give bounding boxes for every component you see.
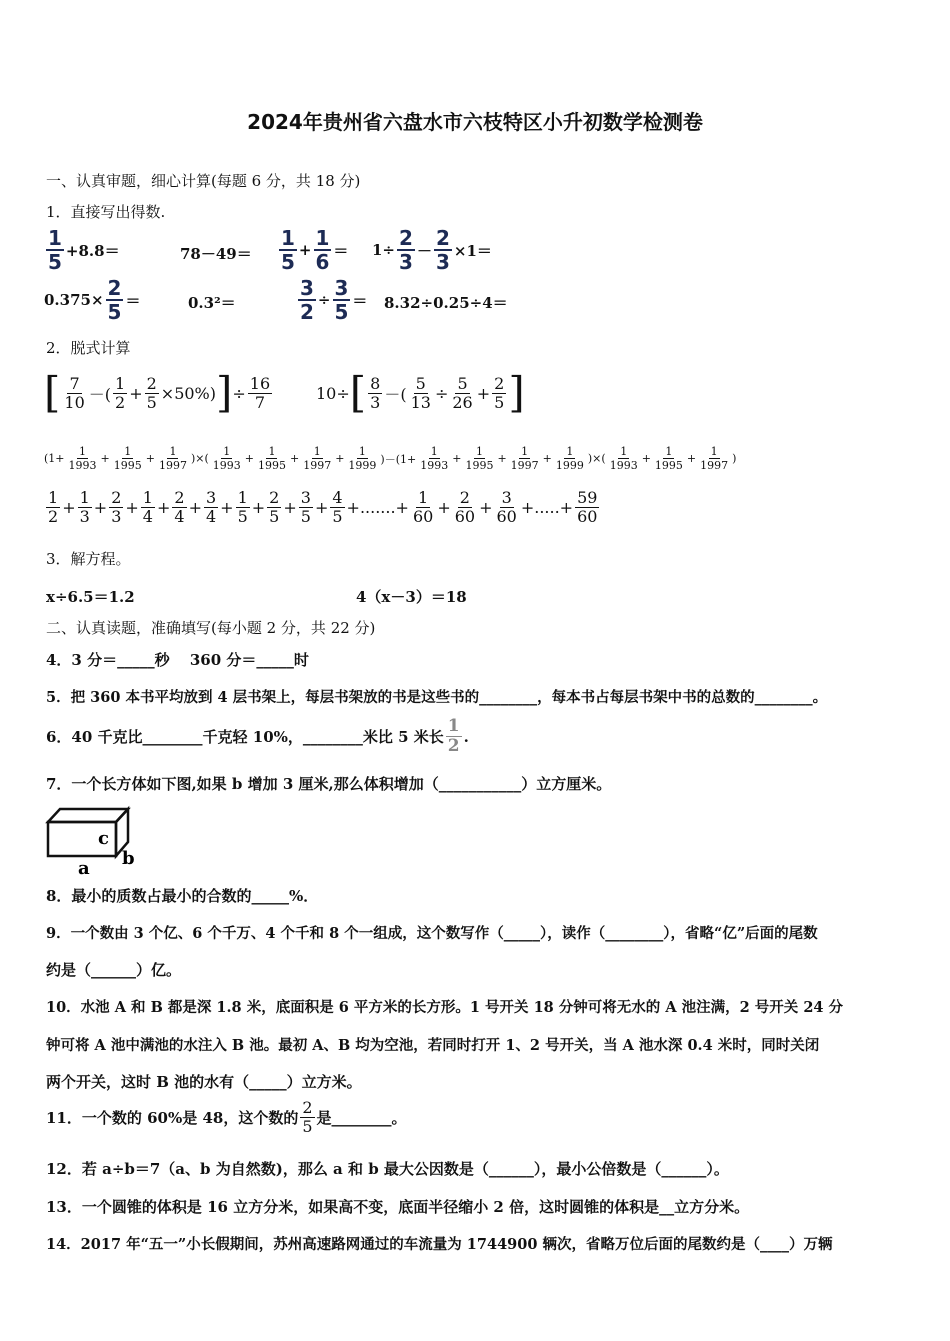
cuboid-top-face — [48, 809, 128, 822]
question-11: 11．一个数的 60%是 48，这个数的 $\frac{2}{5}$ 是________。 — [46, 1098, 407, 1136]
question-6: 6．40 千克比________千克轻 10%，________米比 5 米长 $\frac{1}{2}$ . — [46, 716, 469, 756]
equation-1: x÷6.5＝1.2 — [46, 588, 135, 606]
label-c: c — [98, 828, 109, 849]
fraction: $\frac{1}{1995}$ — [654, 445, 683, 472]
fraction: $\frac{1}{1993}$ — [609, 445, 638, 472]
question-4: 4．3 分＝_____秒 360 分＝_____时 — [46, 651, 309, 669]
fraction: $\frac{4}{5}$ — [332, 488, 343, 526]
question-9-line-1: 9．一个数由 3 个亿、6 个千万、4 个千和 8 个一组成，这个数写作（_____），读作（________），省略“亿”后面的尾数 — [46, 925, 818, 942]
label-b: b — [122, 848, 135, 869]
fraction: $\frac{1}{4}$ — [142, 488, 153, 526]
q1-item-d: 1÷ $\frac{2}{3}$ － $\frac{2}{3}$ ×1＝ — [372, 226, 492, 274]
q2-expr-3: (1+ $\frac{1}{1993}$ + $\frac{1}{1995}$ + $\frac{1}{1997}$ )×( $\frac{1}{1993}$ + $\frac{1}{1995}$ + $\frac{1}{1997}$ + $\frac{1}{1999}$ )－(1+ $\frac{1}{1993}$ + $\frac{1}{1995}$ + $\frac{1}{1997}$ + $\frac{1}{1999}$ )×( $\frac{1}{1993}$ + $\frac{1}{1995}$ + $\frac{1}{1997}$ ) — [44, 445, 737, 472]
q1-item-b: 78－49＝ — [180, 245, 252, 263]
fraction: $\frac{2}{4}$ — [174, 488, 185, 526]
page-title: 2024年贵州省六盘水市六枝特区小升初数学检测卷 — [247, 110, 703, 134]
cuboid-figure — [44, 804, 140, 876]
question-5: 5．把 360 本书平均放到 4 层书架上，每层书架放的书是这些书的________，每本书占每层书架中书的总数的________。 — [46, 689, 828, 706]
equation-2: 4（x－3）＝18 — [356, 588, 467, 606]
section-2-heading: 二、认真读题，准确填写(每小题 2 分，共 22 分) — [46, 619, 376, 637]
question-14: 14．2017 年“五一”小长假期间，苏州高速路网通过的车流量为 1744900 辆次，省略万位后面的尾数约是（____）万辆 — [46, 1236, 833, 1253]
fraction: $\frac{1}{2}$ — [48, 488, 59, 526]
label-a: a — [78, 858, 90, 876]
fraction: $\frac{1}{5}$ — [237, 488, 248, 526]
question-8: 8．最小的质数占最小的合数的_____%． — [46, 887, 319, 905]
q1-item-f: 0.3²＝ — [188, 294, 236, 312]
fraction: $\frac{1}{1997}$ — [700, 445, 729, 472]
fraction: $\frac{1}{1997}$ — [158, 445, 187, 472]
q1-item-g: $\frac{3}{2}$ ÷ $\frac{3}{5}$ ＝ — [300, 276, 368, 324]
q2-expr-2: 10÷ [ $\frac{8}{3}$ －( $\frac{5}{13}$ ÷ $\frac{5}{26}$ + $\frac{2}{5}$ ] — [316, 368, 525, 417]
fraction: $\frac{1}{1997}$ — [303, 445, 332, 472]
q1-item-a: $\frac{1}{5}$ +8.8＝ — [48, 226, 120, 274]
fraction: $\frac{1}{1995}$ — [113, 445, 142, 472]
q1-item-e: 0.375× $\frac{2}{5}$ ＝ — [44, 276, 141, 324]
fraction: $\frac{1}{1997}$ — [510, 445, 539, 472]
fraction: $\frac{59}{60}$ — [577, 488, 598, 526]
question-10-line-3: 两个开关，这时 B 池的水有（_____）立方米。 — [46, 1073, 362, 1091]
question-13: 13．一个圆锥的体积是 16 立方分米，如果高不变，底面半径缩小 2 倍，这时圆锥的体积是__立方分米。 — [46, 1198, 750, 1216]
fraction: $\frac{1}{1995}$ — [465, 445, 494, 472]
q2-expr-4: $\frac{1}{2}$ + $\frac{1}{3}$ + $\frac{2}{3}$ + $\frac{1}{4}$ + $\frac{2}{4}$ + $\frac{3}{4}$ + $\frac{1}{5}$ + $\frac{2}{5}$ + $\frac{3}{5}$ + $\frac{4}{5}$ +.......+ $\frac{1}{60}$ + $\frac{2}{60}$ + $\frac{3}{60}$ +.....+ $\frac{59}{60}$ — [48, 488, 598, 526]
fraction: $\frac{3}{4}$ — [205, 488, 217, 526]
fraction: $\frac{1}{1999}$ — [555, 445, 584, 472]
fraction: $\frac{2}{60}$ — [454, 488, 476, 526]
question-10-line-2: 钟可将 A 池中满池的水注入 B 池。最初 A、B 均为空池，若同时打开 1、2 号开关，当 A 池水深 0.4 米时，同时关闭 — [46, 1037, 820, 1054]
q3-title: 3．解方程。 — [46, 550, 131, 568]
fraction: $\frac{2}{5}$ — [269, 488, 280, 526]
fraction: $\frac{1}{1995}$ — [257, 445, 286, 472]
fraction: $\frac{1}{1993}$ — [420, 445, 449, 472]
q1-item-c: $\frac{1}{5}$ + $\frac{1}{6}$ ＝ — [281, 226, 349, 274]
fraction: $\frac{1}{60}$ — [412, 488, 434, 526]
question-7: 7．一个长方体如下图,如果 b 增加 3 厘米,那么体积增加（___________）立方厘米。 — [46, 775, 612, 793]
q1-title: 1．直接写出得数. — [46, 203, 166, 221]
fraction: $\frac{1}{3}$ — [79, 488, 90, 526]
fraction: $\frac{1}{1999}$ — [348, 445, 377, 472]
fraction: $\frac{3}{60}$ — [496, 488, 517, 526]
section-1-heading: 一、认真审题，细心计算(每题 6 分，共 18 分) — [46, 172, 361, 190]
fraction: $\frac{2}{3}$ — [111, 488, 122, 526]
q1-item-h: 8.32÷0.25÷4＝ — [384, 294, 508, 312]
fraction: $\frac{1}{1993}$ — [68, 445, 97, 472]
q2-title: 2．脱式计算 — [46, 339, 131, 357]
question-12: 12．若 a÷b＝7（a、b 为自然数)，那么 a 和 b 最大公因数是（______），最小公倍数是（______）。 — [46, 1160, 729, 1178]
q2-expr-1: [ $\frac{7}{10}$ －( $\frac{1}{2}$ + $\frac{2}{5}$ ×50%) ] ÷ $\frac{16}{7}$ — [44, 368, 271, 417]
fraction: $\frac{3}{5}$ — [300, 488, 311, 526]
fraction: $\frac{1}{1993}$ — [212, 445, 241, 472]
question-10-line-1: 10．水池 A 和 B 都是深 1.8 米，底面积是 6 平方米的长方形。1 号开关 18 分钟可将无水的 A 池注满，2 号开关 24 分 — [46, 999, 844, 1016]
question-9-line-2: 约是（______）亿。 — [46, 961, 182, 979]
